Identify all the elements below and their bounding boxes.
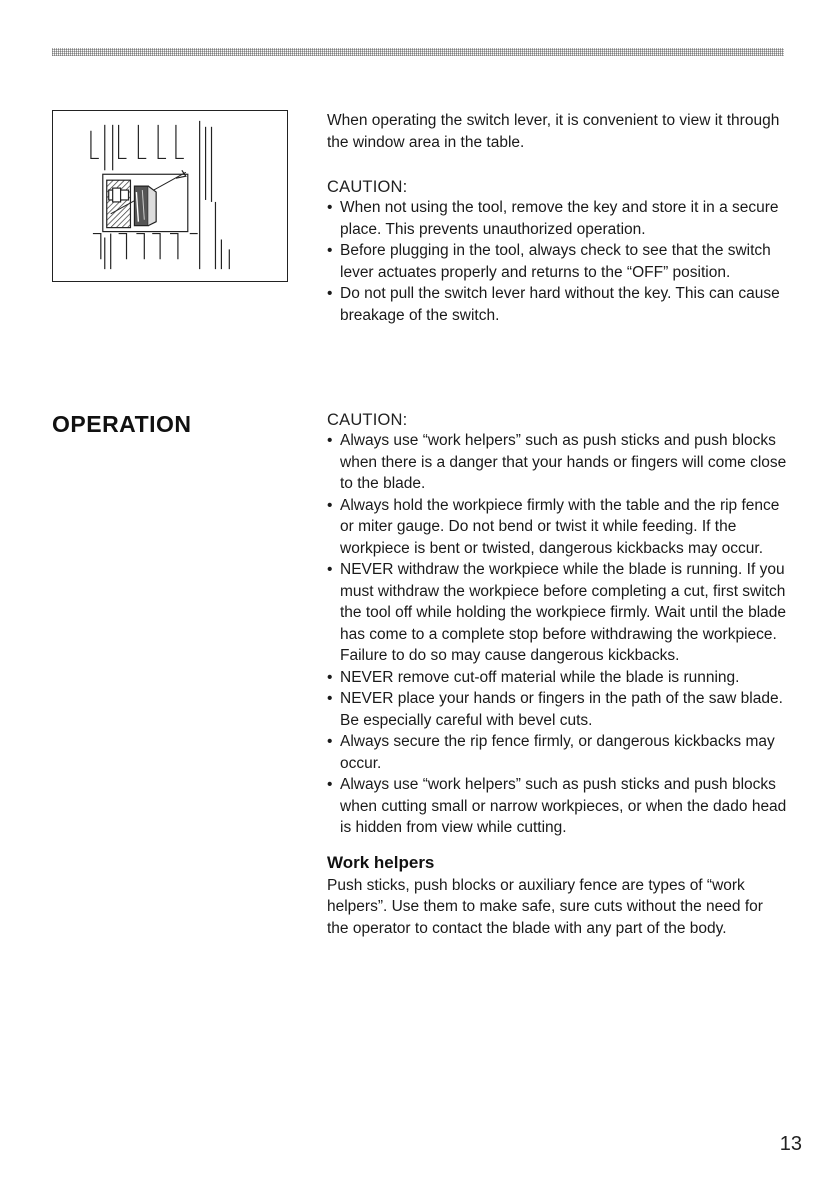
bullet-icon: •: [327, 496, 333, 514]
bullet-icon: •: [327, 242, 333, 259]
caution-heading: CAUTION:: [327, 411, 408, 429]
list-item-text: Do not pull the switch lever hard without the key. This can cause breakage of the switch.: [340, 285, 780, 324]
switch-lever-drawing: [53, 111, 287, 281]
list-item: [327, 774, 787, 839]
caution-block-operation: [327, 411, 787, 939]
caution-heading: CAUTION:: [327, 178, 408, 196]
list-item: [327, 283, 787, 326]
caution-list-operation: [327, 430, 787, 839]
bullet-icon: •: [327, 199, 333, 216]
bullet-icon: •: [327, 733, 333, 750]
top-dotted-rule: [52, 48, 784, 56]
list-item-text: Always use “work helpers” such as push sticks and push blocks when there is a danger that your hands or fingers will come close to the blade.: [340, 432, 787, 492]
list-item-text: When not using the tool, remove the key and store it in a secure place. This prevents unauthorized operation.: [340, 199, 779, 238]
bullet-icon: •: [327, 432, 333, 449]
list-item-text: NEVER withdraw the workpiece while the blade is running. If you must withdraw the workpiece before completing a cut, first switch the tool off while holding the workpiece firmly. Wait until the blade has come to a complete stop before withdrawing the workpiece. Failure to do so may cause dangerous kickbacks.: [340, 561, 787, 664]
list-item-text: Always use “work helpers” such as push sticks and push blocks when cutting small or narrow workpieces, or when the dado head is hidden from view while cutting.: [340, 776, 787, 836]
list-item-text: NEVER remove cut-off material while the blade is running.: [340, 668, 740, 686]
caution-list-switch: [327, 197, 787, 326]
section-title-operation: OPERATION: [52, 411, 192, 437]
list-item-text: Always secure the rip fence firmly, or dangerous kickbacks may occur.: [340, 733, 775, 772]
page-number: 13: [779, 1133, 802, 1155]
bullet-icon: •: [327, 561, 333, 578]
work-helpers-text: Push sticks, push blocks or auxiliary fence are types of “work helpers”. Use them to make safe, sure cuts without the need for the operator to contact the blade with any part of the body.: [327, 876, 763, 937]
caution-block-switch: [327, 178, 787, 326]
bullet-icon: •: [327, 690, 333, 707]
list-item: [327, 559, 787, 667]
list-item: [327, 495, 787, 560]
list-item-text: NEVER place your hands or fingers in the path of the saw blade. Be especially careful with bevel cuts.: [340, 690, 783, 729]
list-item-text: Before plugging in the tool, always check to see that the switch lever actuates properly and returns to the “OFF” position.: [340, 242, 771, 281]
bullet-icon: •: [327, 668, 333, 686]
work-helpers-title: Work helpers: [327, 852, 435, 872]
switch-window-illustration: [52, 110, 288, 282]
list-item: [327, 667, 787, 689]
list-item-text: Always hold the workpiece firmly with the table and the rip fence or miter gauge. Do not bend or twist it while feeding. If the workpiece is bent or twisted, dangerous kickbacks may occur.: [340, 496, 780, 557]
list-item: [327, 430, 787, 495]
list-item: [327, 197, 787, 240]
list-item: [327, 731, 787, 774]
bullet-icon: •: [327, 285, 333, 302]
list-item: [327, 688, 787, 731]
intro-paragraph: When operating the switch lever, it is convenient to view it through the window area in the table.: [327, 112, 780, 151]
bullet-icon: •: [327, 776, 333, 793]
list-item: [327, 240, 787, 283]
